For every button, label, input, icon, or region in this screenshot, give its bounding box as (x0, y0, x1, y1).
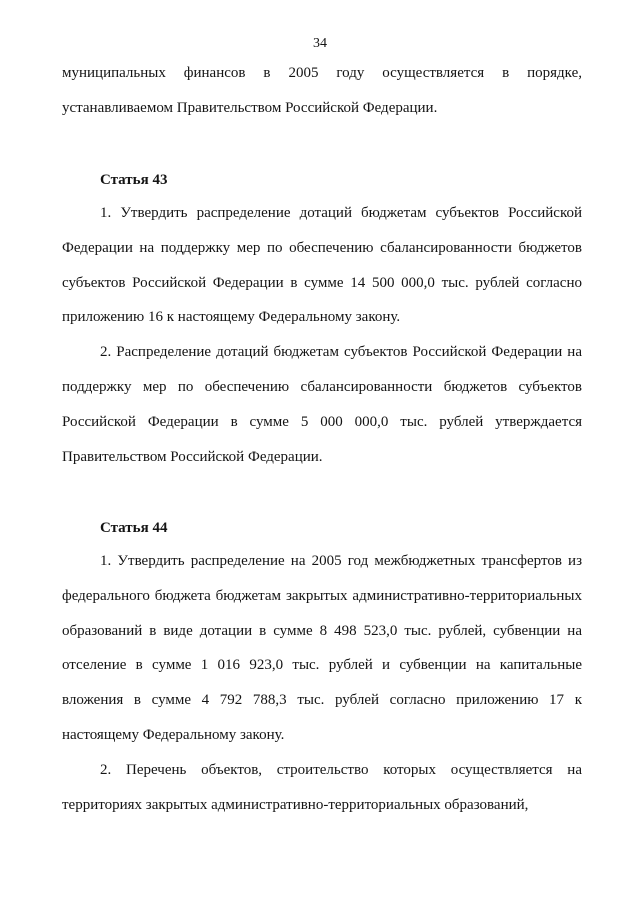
article-44-title: Статья 44 (100, 520, 168, 536)
article-44-paragraph-1: 1. Утвердить распределение на 2005 год межбюджетных трансфертов из федерального бюджета бюджетам закрытых административно-территориальных образований в виде дотации в сумме 8 498 523,0 тыс. рублей, субвенции на отселение в сумме 1 016 923,0 тыс. рублей и субвенции на капитальные вложения в сумме 4 792 788,3 тыс. рублей согласно приложению 17 к настоящему Федеральному закону. (62, 553, 582, 743)
article-43-paragraph-1: 1. Утвердить распределение дотаций бюджетам субъектов Российской Федерации на поддержку мер по обеспечению сбалансированности бюджетов субъектов Российской Федерации в сумме 14 500 000,0 тыс. рублей согласно приложению 16 к настоящему Федеральному закону. (62, 205, 582, 326)
article-43-paragraph-2: 2. Распределение дотаций бюджетам субъектов Российской Федерации на поддержку мер по обеспечению сбалансированности бюджетов субъектов Российской Федерации в сумме 5 000 000,0 тыс. рублей утверждается Правительством Российской Федерации. (62, 344, 582, 465)
intro-paragraph: муниципальных финансов в 2005 году осуществляется в порядке, устанавливаемом Правительством Российской Федерации. (62, 65, 582, 116)
article-44-paragraph-2: 2. Перечень объектов, строительство которых осуществляется на территориях закрытых административно-территориальных образований, (62, 761, 582, 813)
page-number: 34 (313, 36, 327, 51)
article-44-body (62, 544, 582, 822)
article-43-title: Статья 43 (100, 172, 168, 188)
intro-paragraph-block (62, 56, 582, 126)
article-43-body (62, 196, 582, 474)
